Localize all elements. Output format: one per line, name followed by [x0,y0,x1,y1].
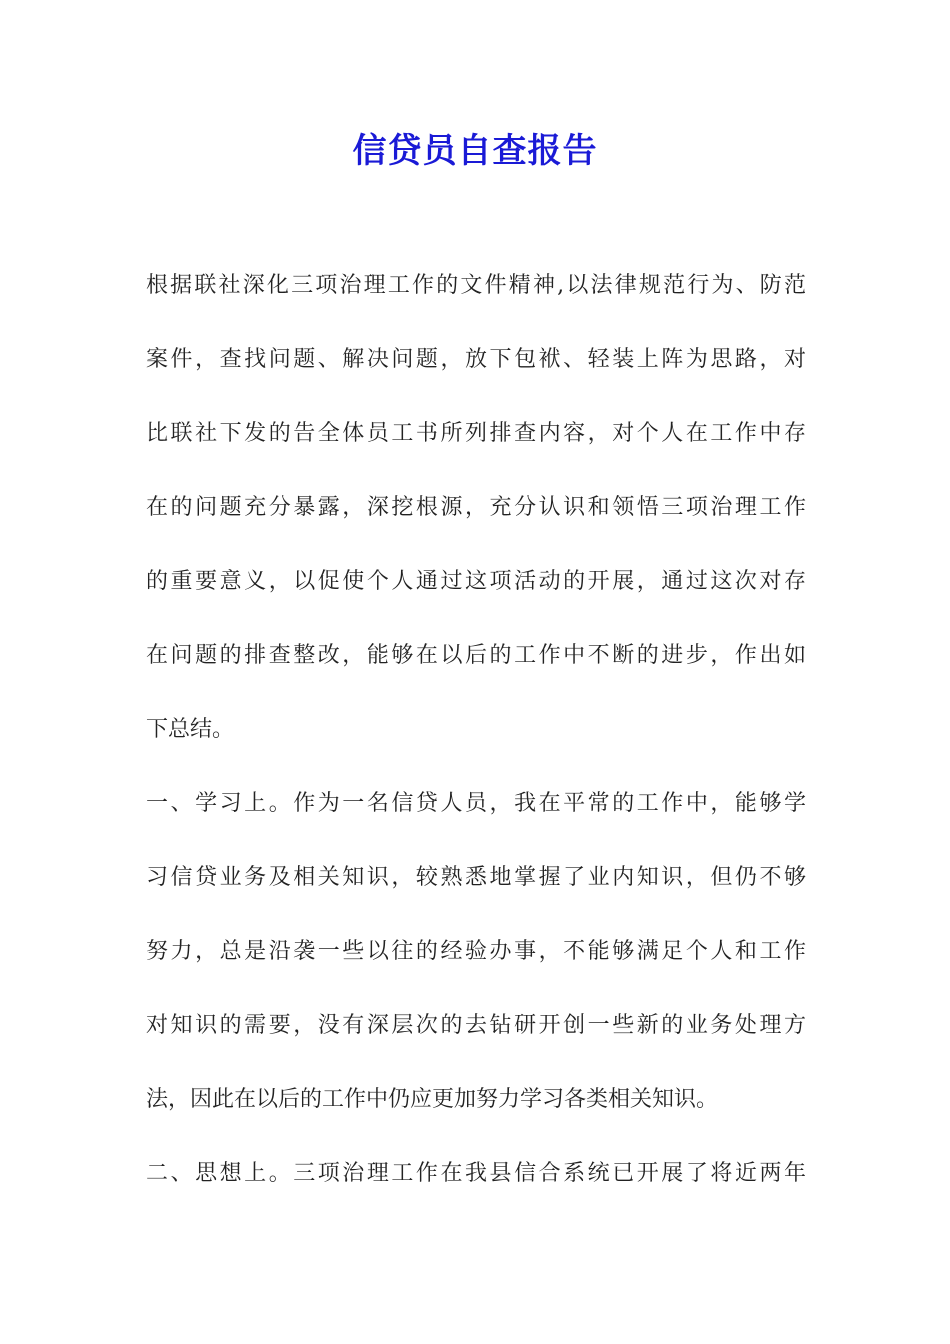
body-line: 习信贷业务及相关知识，较熟悉地掌握了业内知识，但仍不够 [146,865,806,890]
body-line: 的重要意义，以促使个人通过这项活动的开展，通过这次对存 [146,569,806,594]
document-title: 信贷员自查报告 [352,131,598,171]
body-line: 下总结。 [146,717,235,742]
body-line: 案件，查找问题、解决问题，放下包袱、轻装上阵为思路，对 [146,347,806,372]
body-line: 努力，总是沿袭一些以往的经验办事，不能够满足个人和工作 [146,939,806,964]
body-line: 对知识的需要，没有深层次的去钻研开创一些新的业务处理方 [146,1013,806,1038]
body-line: 在问题的排查整改，能够在以后的工作中不断的进步，作出如 [146,643,806,668]
body-line: 法，因此在以后的工作中仍应更加努力学习各类相关知识。 [146,1087,719,1112]
body-line: 比联社下发的告全体员工书所列排查内容，对个人在工作中存 [146,421,806,446]
body-line: 一、学习上。作为一名信贷人员，我在平常的工作中，能够学 [146,791,806,816]
body-line: 在的问题充分暴露，深挖根源，充分认识和领悟三项治理工作 [146,495,806,520]
body-line: 二、思想上。三项治理工作在我县信合系统已开展了将近两年 [146,1161,806,1186]
document-body [146,255,806,1217]
body-line: 根据联社深化三项治理工作的文件精神,以法律规范行为、防范 [146,273,806,298]
